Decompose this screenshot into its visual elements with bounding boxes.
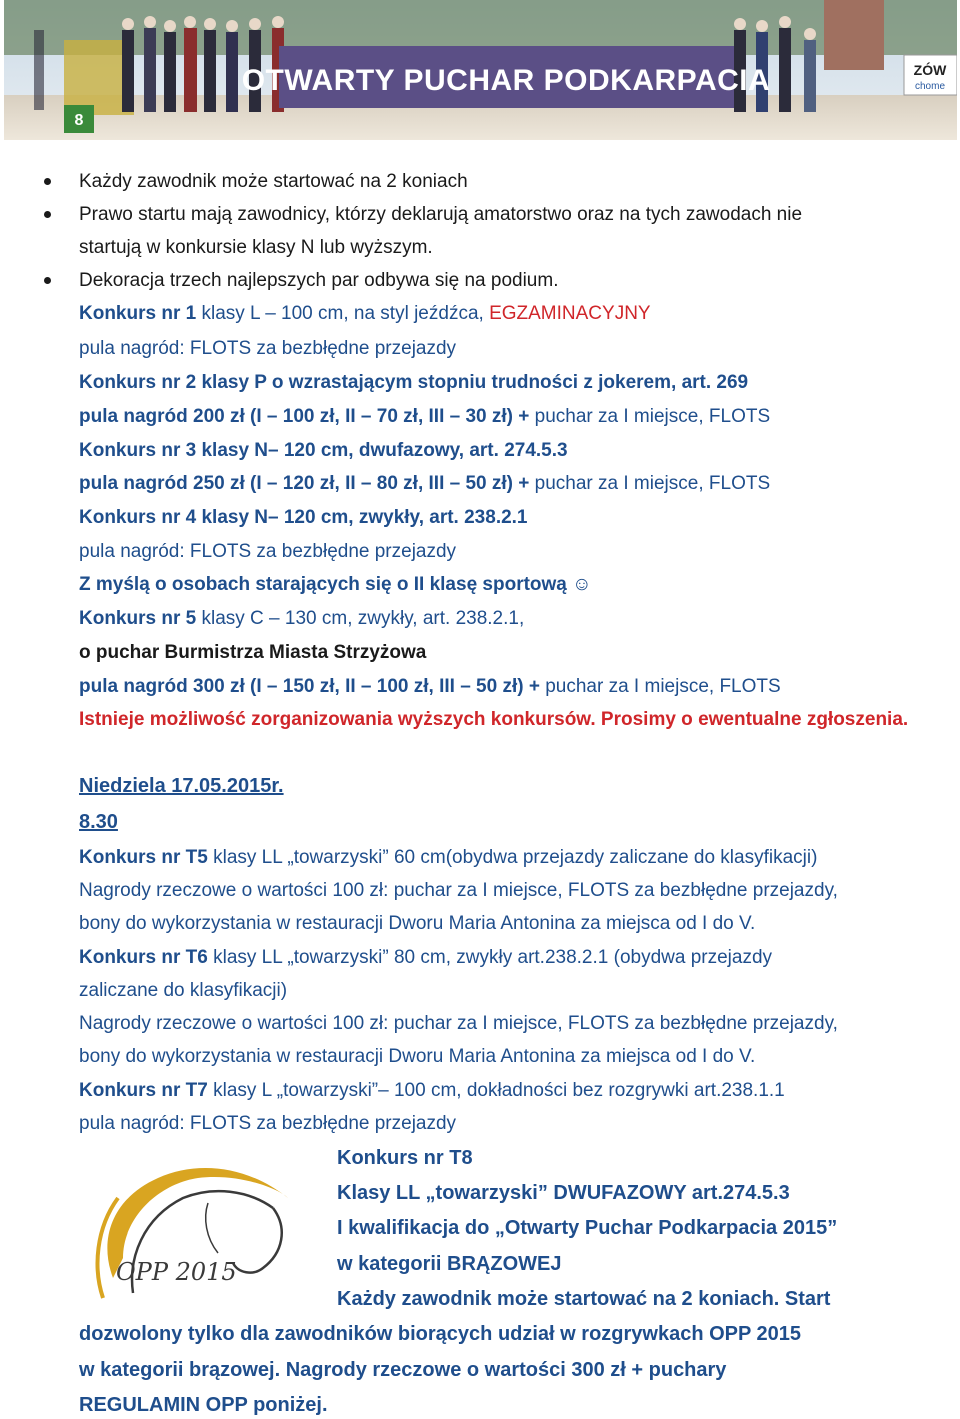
- konkurs-2-line: Konkurs nr 2 klasy P o wzrastającym stopniu trudności z jokerem, art. 269: [79, 372, 749, 393]
- konkurs-4-line: Konkurs nr 4 klasy N– 120 cm, zwykły, art. 238.2.1: [79, 507, 528, 528]
- konkurs-t5-desc: klasy LL „towarzyski” 60 cm(obydwa przejazdy zaliczane do klasyfikacji): [207, 847, 818, 868]
- konkurs-5-prize-amount: pula nagród 300 zł (I – 150 zł, II – 100 zł, III – 50 zł) +: [79, 676, 540, 697]
- konkurs-t8-rules-1: Każdy zawodnik może startować na 2 koniach. Start: [337, 1288, 831, 1310]
- konkurs-t8-rules-2: dozwolony tylko dla zawodników biorących udział w rozgrywkach OPP 2015: [79, 1323, 802, 1345]
- konkurs-1-prize: pula nagród: FLOTS za bezbłędne przejazdy: [79, 338, 457, 359]
- konkurs-5-desc: klasy C – 130 cm, zwykły, art. 238.2.1,: [196, 608, 525, 629]
- logo-text: OPP 2015: [116, 1258, 237, 1286]
- konkurs-3-line: Konkurs nr 3 klasy N– 120 cm, dwufazowy, art. 274.5.3: [79, 440, 568, 461]
- konkurs-1-title: Konkurs nr 1: [79, 303, 197, 324]
- konkurs-t5-vouchers: bony do wykorzystania w restauracji Dworu Maria Antonina za miejsca od I do V.: [79, 913, 756, 934]
- regulamin-link-text: REGULAMIN OPP poniżej.: [79, 1394, 328, 1416]
- bullet-item: Każdy zawodnik może startować na 2 koniach: [79, 171, 468, 192]
- konkurs-2-prize-cup: puchar za I miejsce, FLOTS: [529, 406, 771, 427]
- notice-higher-competitions: Istnieje możliwość zorganizowania wyższych konkursów. Prosimy o ewentualne zgłoszenia.: [79, 709, 909, 730]
- konkurs-4-prize: pula nagród: FLOTS za bezbłędne przejazdy: [79, 541, 457, 562]
- obstacle-number: 8: [74, 112, 84, 129]
- opp-horse-head-graphic: [88, 1158, 303, 1308]
- konkurs-1-line: [79, 302, 651, 326]
- konkurs-t7-desc: klasy L „towarzyski”– 100 cm, dokładności bez rozgrywki art.238.1.1: [207, 1080, 785, 1101]
- konkurs-t6-vouchers: bony do wykorzystania w restauracji Dworu Maria Antonina za miejsca od I do V.: [79, 1046, 756, 1067]
- bullet-dot: [44, 178, 51, 185]
- bullet-item-continuation: startują w konkursie klasy N lub wyższym.: [79, 237, 433, 258]
- konkurs-t8-qualification: I kwalifikacja do „Otwarty Puchar Podkarpacia 2015”: [337, 1217, 838, 1239]
- konkurs-t6-desc: 80 cm, zwykły art.238.2.1 (obydwa przejazdy: [393, 947, 773, 968]
- konkurs-5-title: Konkurs nr 5: [79, 608, 197, 629]
- konkurs-4-note: Z myślą o osobach starających się o II klasę sportową ☺: [79, 574, 592, 595]
- bullet-item: Prawo startu mają zawodnicy, którzy deklarują amatorstwo oraz na tych zawodach nie: [79, 204, 803, 225]
- konkurs-t6-title: Konkurs nr T6: [79, 947, 208, 968]
- opp-2015-logo: [88, 1158, 303, 1308]
- konkurs-t5-line: [79, 846, 817, 870]
- konkurs-t7-line: [79, 1079, 785, 1103]
- konkurs-5-line: [79, 607, 524, 631]
- konkurs-t5-title: Konkurs nr T5: [79, 847, 208, 868]
- sunday-time: 8.30: [79, 811, 118, 833]
- bullet-dot: [44, 211, 51, 218]
- konkurs-t6-class: klasy LL „towarzyski”: [207, 947, 394, 968]
- konkurs-2-prize: [79, 405, 770, 429]
- konkurs-t8-category: w kategorii BRĄZOWEJ: [337, 1253, 562, 1275]
- konkurs-t7-prize: pula nagród: FLOTS za bezbłędne przejazdy: [79, 1113, 457, 1134]
- konkurs-3-prize-cup: puchar za I miejsce, FLOTS: [529, 473, 771, 494]
- konkurs-t8-class: Klasy LL „towarzyski” DWUFAZOWY art.274.5.3: [337, 1182, 790, 1204]
- header-photo: [4, 0, 957, 140]
- konkurs-t8-rules-3: w kategorii brązowej. Nagrody rzeczowe o wartości 300 zł + puchary: [79, 1359, 727, 1381]
- konkurs-3-prize: [79, 472, 770, 496]
- bullet-dot: [44, 277, 51, 284]
- konkurs-2-prize-amount: pula nagród 200 zł (I – 100 zł, II – 70 zł, III – 30 zł) +: [79, 406, 530, 427]
- konkurs-1-exam: EGZAMINACYJNY: [489, 303, 651, 324]
- konkurs-5-prize: [79, 675, 781, 699]
- konkurs-t6-line: [79, 946, 772, 970]
- konkurs-t6-continuation: zaliczane do klasyfikacji): [79, 980, 288, 1001]
- konkurs-t8-title: Konkurs nr T8: [337, 1147, 473, 1169]
- sunday-date: Niedziela 17.05.2015r.: [79, 775, 284, 797]
- konkurs-t6-prizes: Nagrody rzeczowe o wartości 100 zł: puchar za I miejsce, FLOTS za bezbłędne przejazdy,: [79, 1013, 838, 1034]
- bullet-item: Dekoracja trzech najlepszych par odbywa się na podium.: [79, 270, 559, 291]
- banner-title: OTWARTY PUCHAR PODKARPACIA: [241, 64, 771, 97]
- konkurs-5-prize-cup: puchar za I miejsce, FLOTS: [539, 676, 781, 697]
- sponsor-board-subtext: chome: [914, 81, 946, 92]
- konkurs-3-prize-amount: pula nagród 250 zł (I – 120 zł, II – 80 zł, III – 50 zł) +: [79, 473, 530, 494]
- konkurs-t7-title: Konkurs nr T7: [79, 1080, 208, 1101]
- konkurs-1-desc: klasy L – 100 cm, na styl jeźdźca,: [196, 303, 490, 324]
- sponsor-board-text: ZÓW: [913, 62, 947, 78]
- konkurs-t5-prizes: Nagrody rzeczowe o wartości 100 zł: puchar za I miejsce, FLOTS za bezbłędne przejazdy,: [79, 880, 838, 901]
- konkurs-5-cup: o puchar Burmistrza Miasta Strzyżowa: [79, 642, 427, 663]
- header-photo-graphic: [4, 0, 957, 140]
